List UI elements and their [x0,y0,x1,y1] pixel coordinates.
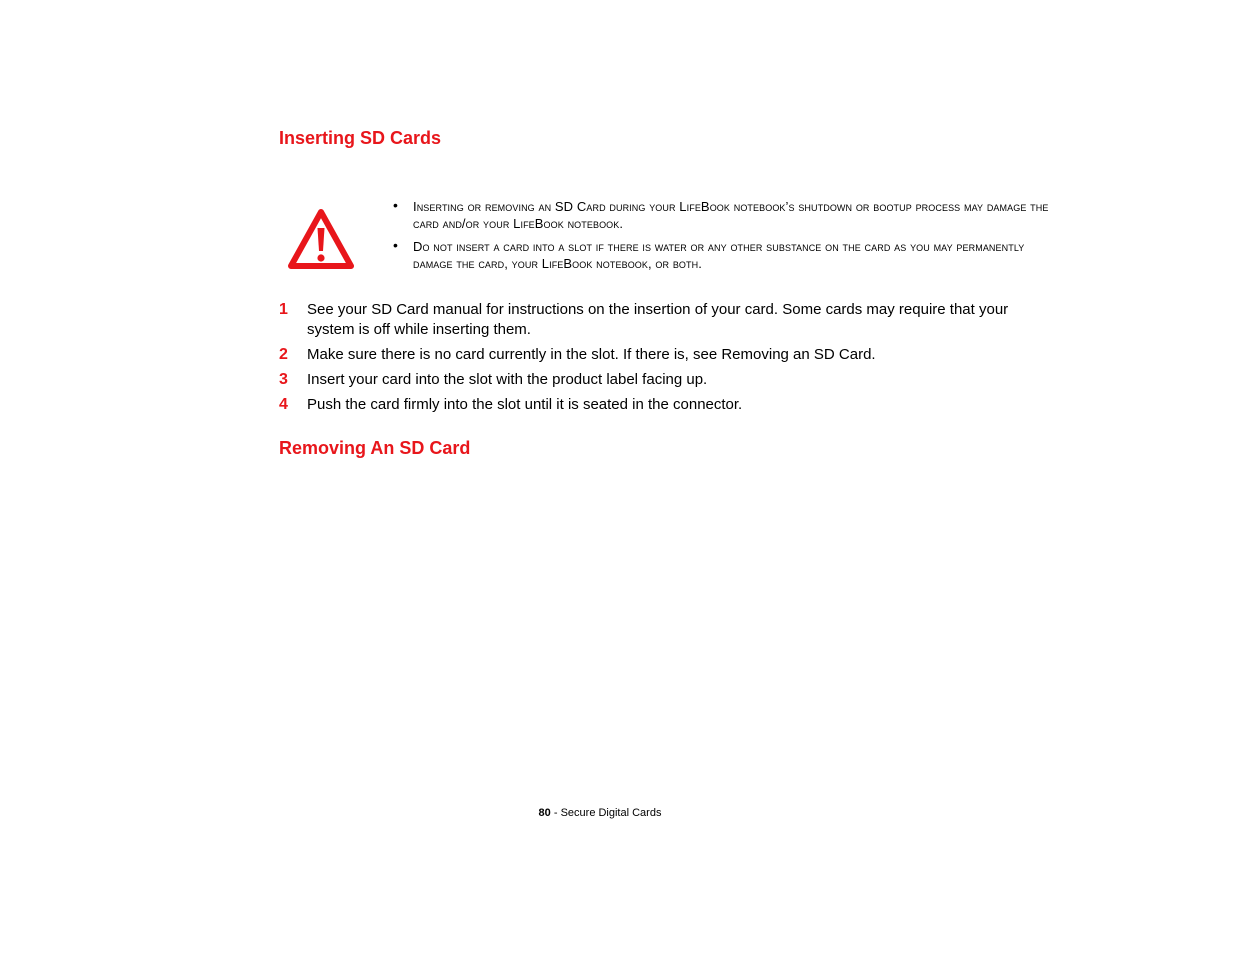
step-item [279,300,1059,340]
warning-item [389,238,1057,272]
page-number: 80 [538,807,551,819]
step-text: See your SD Card manual for instructions on the insertion of your card. Some cards may require that your system is off while inserting them. [307,301,1009,338]
warning-text: Do not insert a card into a slot if there is water or any other substance on the card as you may permanently damage the card, your LifeBook notebook, or both. [413,239,1025,271]
section-heading-removing-sd-card: Removing An SD Card [279,438,471,458]
page-footer [0,806,1200,820]
section-heading-inserting-sd-cards: Inserting SD Cards [279,128,442,148]
step-text: Insert your card into the slot with the product label facing up. [307,371,708,388]
warning-callout [287,198,1067,278]
footer-separator: - [550,807,561,819]
step-list [279,300,1059,420]
step-text: Make sure there is no card currently in the slot. If there is, see Removing an SD Card. [307,346,876,363]
step-item [279,395,1059,415]
warning-text: Inserting or removing an SD Card during your LifeBook notebook’s shutdown or bootup process may damage the card and/or your LifeBook notebook. [413,199,1049,231]
bullet-icon: • [393,197,399,213]
step-item [279,370,1059,390]
warning-item [389,198,1057,232]
step-number: 3 [279,371,288,388]
warning-triangle-icon [287,208,355,270]
warning-list [389,198,1057,278]
step-number: 2 [279,346,288,363]
step-number: 4 [279,396,288,413]
step-item [279,345,1059,365]
step-text: Push the card firmly into the slot until it is seated in the connector. [307,396,743,413]
footer-chapter-title: Secure Digital Cards [560,807,662,819]
step-number: 1 [279,301,288,318]
bullet-icon: • [393,237,399,253]
